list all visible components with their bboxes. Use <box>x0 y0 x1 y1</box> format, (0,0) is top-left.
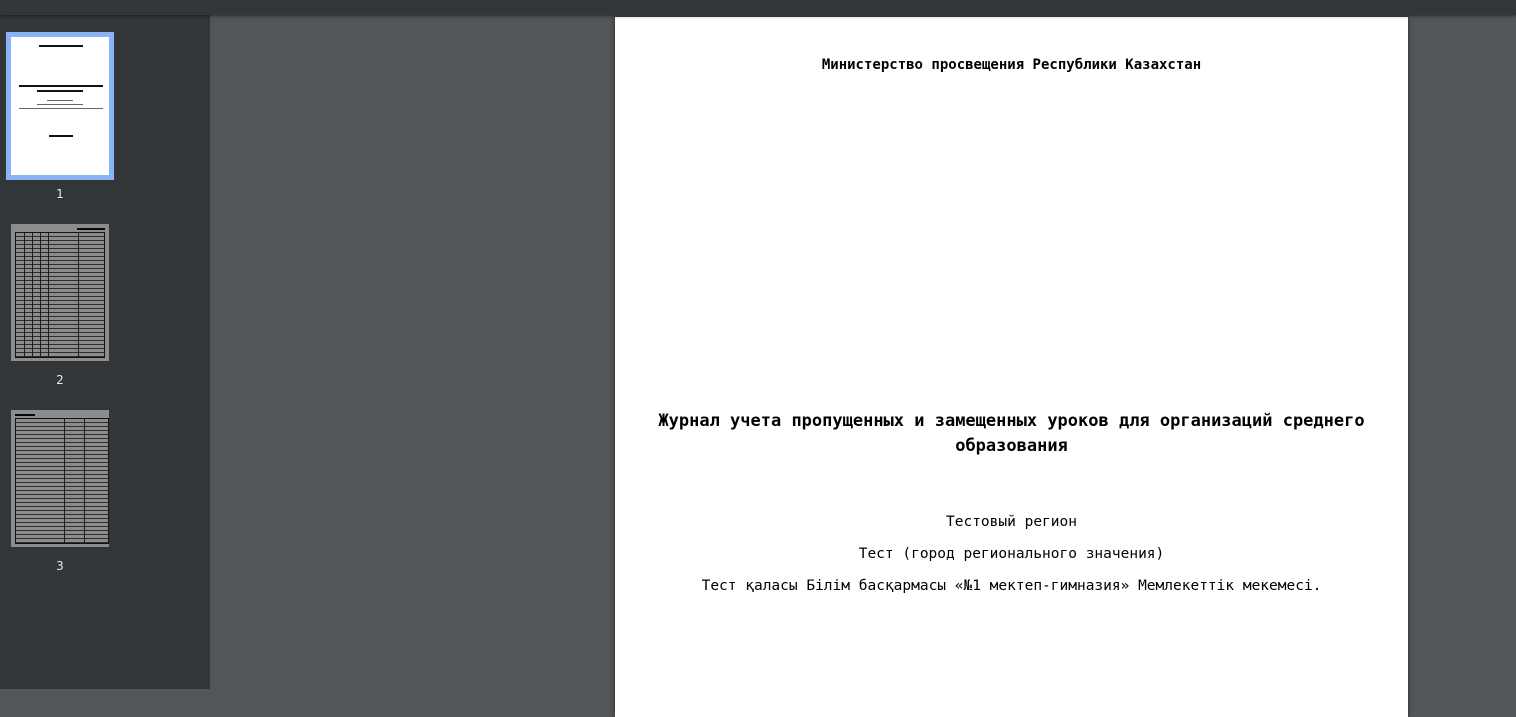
thumb-text-line <box>77 228 105 230</box>
thumb-text-line <box>37 90 83 92</box>
thumbnail-label-3: 3 <box>56 559 64 573</box>
thumbnail-page-1[interactable] <box>11 37 109 175</box>
thumbnail-page-3[interactable] <box>11 410 109 547</box>
thumb-text-line <box>37 104 83 105</box>
thumbnail-page-2[interactable] <box>11 224 109 361</box>
thumb-text-line <box>15 414 35 416</box>
region-text: Тестовый регион <box>946 514 1077 530</box>
thumb-text-line <box>47 100 73 101</box>
organization-text: Тест қаласы Білім басқармасы «№1 мектеп-гимназия» Мемлекеттік мекемесі. <box>701 578 1322 594</box>
thumb-text-line <box>19 108 103 109</box>
thumb-text-line <box>39 45 83 47</box>
viewer-toolbar <box>0 0 1516 15</box>
city-text: Тест (город регионального значения) <box>858 546 1165 562</box>
thumb-table <box>15 232 105 358</box>
thumbnail-label-1: 1 <box>56 187 64 201</box>
document-title: Журнал учета пропущенных и замещенных уроков для организаций среднего образования <box>658 411 1365 456</box>
thumbnail-sidebar[interactable] <box>0 15 210 689</box>
ministry-heading: Министерство просвещения Республики Казахстан <box>821 57 1202 73</box>
document-page <box>615 17 1408 717</box>
thumb-text-line <box>49 135 73 137</box>
thumb-table <box>15 418 109 544</box>
thumb-text-line <box>19 85 103 87</box>
thumbnail-label-2: 2 <box>56 373 64 387</box>
